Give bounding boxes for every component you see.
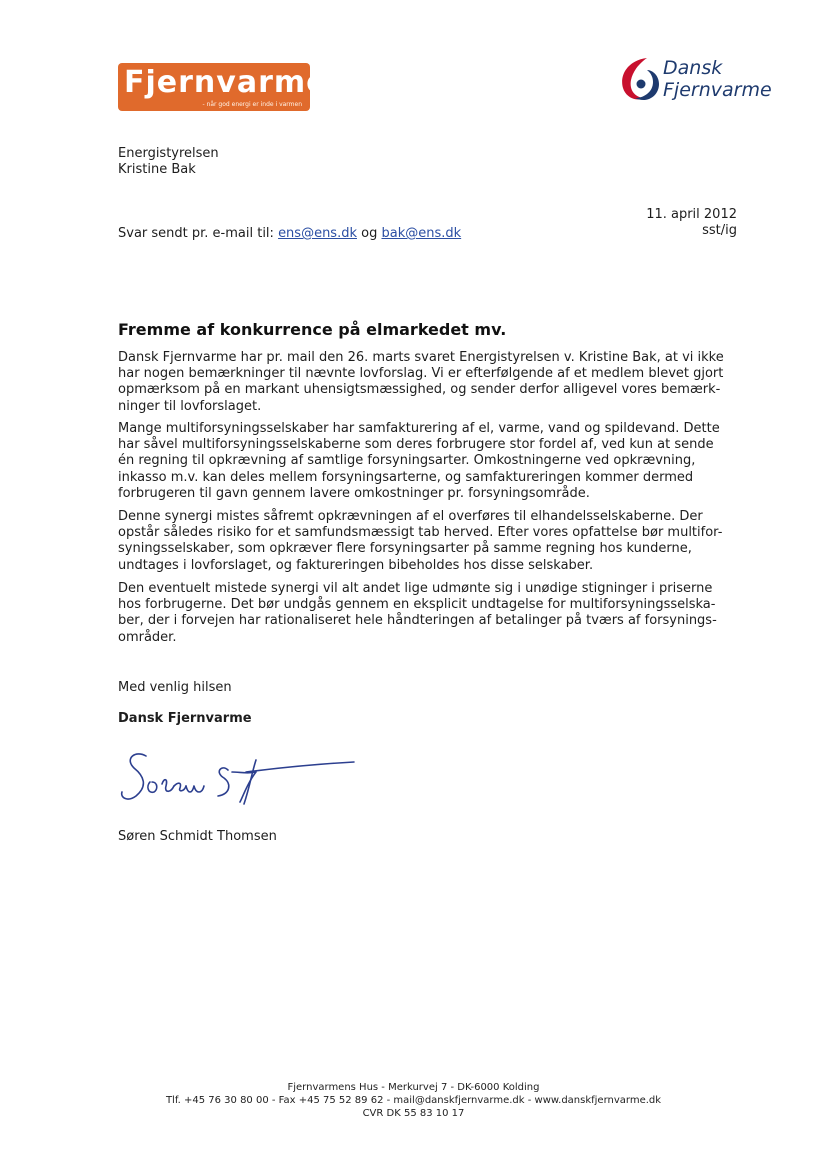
logo-line-dansk: Dansk [663, 57, 723, 79]
letter-reference: sst/ig [702, 223, 737, 238]
text-line: én regning til opkrævning af samtlige forsyningsarter. Omkostningerne ved opkrævning, [118, 453, 696, 469]
email-link-ens[interactable]: ens@ens.dk [278, 226, 357, 241]
body-paragraph-1 [118, 350, 738, 415]
dansk-fjernvarme-logo [617, 54, 777, 109]
reply-connector: og [357, 226, 382, 241]
body-paragraph-3 [118, 509, 738, 574]
email-link-bak[interactable]: bak@ens.dk [381, 226, 462, 241]
signer-name: Søren Schmidt Thomsen [118, 829, 277, 844]
letter-subject: Fremme af konkurrence på elmarkedet mv. [118, 320, 507, 339]
text-line: Den eventuelt mistede synergi vil alt andet lige udmønte sig i unødige stigninger i priserne [118, 581, 713, 596]
logo-tagline: - når god energi er inde i varmen [202, 101, 302, 108]
footer-contact: Tlf. +45 76 30 80 00 - Fax +45 75 52 89 62 - mail@danskfjernvarme.dk - www.danskfjernvarme.dk [165, 1095, 662, 1106]
sender-org: Dansk Fjernvarme [118, 711, 252, 726]
text-line: inkasso m.v. kan deles mellem forsyningsarterne, og samfaktureringen kommer dermed [118, 469, 694, 485]
recipient-name: Kristine Bak [118, 162, 196, 177]
logo-wordmark: Fjernvarme [124, 65, 328, 100]
text-line: undtages i lovforslaget, og faktureringen bibeholdes hos disse selskaber. [118, 557, 594, 573]
reply-line [118, 226, 461, 242]
text-line: Dansk Fjernvarme har pr. mail den 26. marts svaret Energistyrelsen v. Kristine Bak, at vi ikke [118, 350, 724, 365]
logo-line-fjernvarme: Fjernvarme [663, 79, 772, 101]
text-line: opmærksom på en markant uhensigtsmæssighed, og sender derfor alligevel vores bemærk- [118, 382, 721, 398]
text-line: syningsselskaber, som opkræver flere forsyningsarter på samme regning hos kunderne, [118, 541, 692, 557]
flame-icon [617, 54, 663, 104]
text-line: Mange multiforsyningsselskaber har samfakturering af el, varme, vand og spildevand. Dette [118, 421, 720, 436]
letter-date: 11. april 2012 [646, 207, 737, 222]
handwritten-signature [118, 742, 358, 826]
body-paragraph-2 [118, 421, 738, 502]
footer-address: Fjernvarmens Hus - Merkurvej 7 - DK-6000 Kolding [287, 1082, 540, 1093]
text-line: områder. [118, 629, 177, 645]
reply-prefix: Svar sendt pr. e-mail til: [118, 226, 279, 241]
recipient-org: Energistyrelsen [118, 146, 219, 161]
fjernvarme-logo [118, 63, 328, 111]
text-line: ber, der i forvejen har rationaliseret hele håndteringen af betalinger på tværs af forsynings- [118, 613, 717, 629]
closing-greeting: Med venlig hilsen [118, 680, 232, 695]
text-line: forbrugeren til gavn gennem lavere omkostninger pr. forsyningsområde. [118, 485, 590, 501]
text-line: har nogen bemærkninger til nævnte lovforslag. Vi er efterfølgende af et medlem blevet gjort [118, 366, 724, 382]
text-line: hos forbrugerne. Det bør undgås gennem en eksplicit undtagelse for multiforsyningsselska- [118, 597, 716, 613]
text-line: ninger til lovforslaget. [118, 398, 262, 414]
text-line: Denne synergi mistes såfremt opkrævningen af el overføres til elhandelsselskaberne. Der [118, 509, 703, 524]
footer-cvr: CVR DK 55 83 10 17 [362, 1108, 465, 1119]
body-paragraph-4 [118, 581, 738, 646]
text-line: har såvel multiforsyningsselskaberne som deres forbrugere stor fordel af, ved kun at sende [118, 437, 714, 453]
text-line: opstår således risiko for et samfundsmæssigt tab herved. Efter vores opfattelse bør multifor- [118, 525, 723, 541]
